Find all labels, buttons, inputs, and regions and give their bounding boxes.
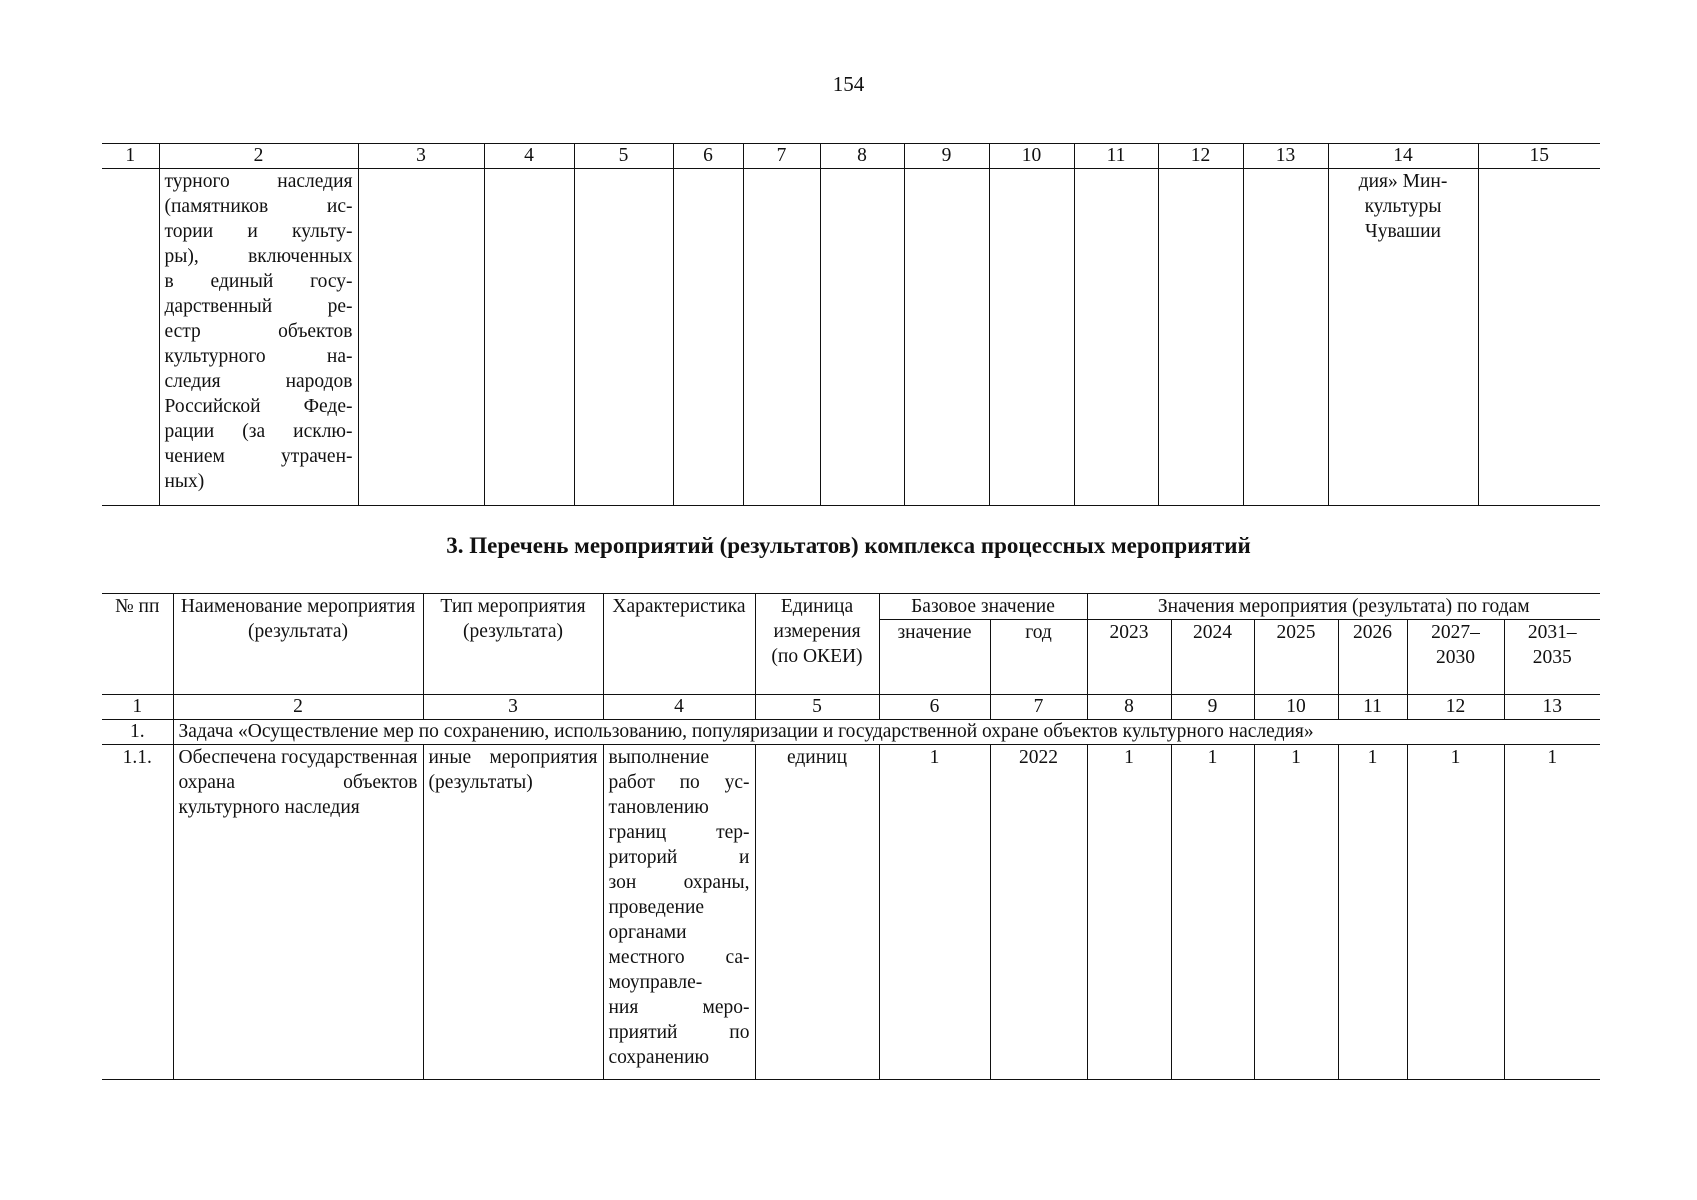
row-num: 1.1. [102,745,173,1080]
table-row [102,169,1600,506]
header-base-value: значение [879,620,990,695]
header-name: Наименование мероприятия (результата) [173,594,423,695]
column-number: 13 [1243,144,1328,169]
row-value-2027-2030: 1 [1407,745,1504,1080]
row-value-2025: 1 [1254,745,1338,1080]
continuation-table [102,143,1600,506]
page-number: 154 [832,72,865,96]
column-number: 5 [755,695,879,720]
header-year-2024: 2024 [1171,620,1254,695]
column-number: 12 [1158,144,1243,169]
row-value-2031-2035: 1 [1504,745,1600,1080]
column-number: 7 [743,144,820,169]
column-number-row [102,695,1600,720]
column-number: 6 [673,144,743,169]
column-number: 14 [1328,144,1478,169]
column-number: 2 [173,695,423,720]
column-number: 7 [990,695,1087,720]
column-number: 5 [574,144,673,169]
row-characteristic: выполнение работ по ус- тановлению границ тер- риторий и зон охраны, проведение органами местного са- моуправле- ния меро- приятий по сохранению [603,745,755,1080]
header-unit: Единица измерения (по ОКЕИ) [755,594,879,695]
header-base-year: год [990,620,1087,695]
column-number: 15 [1478,144,1600,169]
task-text: Задача «Осуществление мер по сохранению, использованию, популяризации и государственной охране объектов культурного наследия» [173,720,1600,745]
header-year-2023: 2023 [1087,620,1171,695]
column-number: 6 [879,695,990,720]
column-number: 1 [102,695,173,720]
header-base-value-group: Базовое значение [879,594,1087,620]
header-num: № пп [102,594,173,695]
column-number: 10 [989,144,1074,169]
header-year-2026: 2026 [1338,620,1407,695]
table-row [102,745,1600,1080]
column-number: 12 [1407,695,1504,720]
row-base-value: 1 [879,745,990,1080]
row-value-2026: 1 [1338,745,1407,1080]
column-number: 13 [1504,695,1600,720]
row-base-year: 2022 [990,745,1087,1080]
column-number: 4 [484,144,574,169]
object-description-cell: турного наследия (памятников ис- тории и культу- ры), включенных в единый госу- дарственный ре- естр объектов культурного на- следия народов Российской Феде- рации (за исклю- чением утрачен- ных) [159,169,358,506]
column-number: 2 [159,144,358,169]
column-number: 8 [1087,695,1171,720]
row-unit: единиц [755,745,879,1080]
row-value-2024: 1 [1171,745,1254,1080]
row-type: иные мероприятия (результаты) [423,745,603,1080]
header-type: Тип мероприятия (результата) [423,594,603,695]
column-number: 9 [904,144,989,169]
section-title: 3. Перечень мероприятий (результатов) комплекса процессных мероприятий [446,533,1251,558]
column-number: 11 [1074,144,1158,169]
measures-table [102,593,1600,1080]
header-row [102,594,1600,620]
task-row [102,720,1600,745]
responsible-cell: дия» Мин- культуры Чувашии [1328,169,1478,506]
header-year-2027-2030: 2027–2030 [1407,620,1504,695]
header-year-2025: 2025 [1254,620,1338,695]
column-number: 11 [1338,695,1407,720]
column-number-row [102,144,1600,169]
header-years-group: Значения мероприятия (результата) по годам [1087,594,1600,620]
header-year-2031-2035: 2031–2035 [1504,620,1600,695]
row-name: Обеспечена государственная охрана объектов культурного наследия [173,745,423,1080]
column-number: 4 [603,695,755,720]
column-number: 9 [1171,695,1254,720]
column-number: 10 [1254,695,1338,720]
column-number: 1 [102,144,159,169]
column-number: 3 [358,144,484,169]
column-number: 3 [423,695,603,720]
header-characteristic: Характеристика [603,594,755,695]
row-value-2023: 1 [1087,745,1171,1080]
task-num: 1. [102,720,173,745]
column-number: 8 [820,144,904,169]
